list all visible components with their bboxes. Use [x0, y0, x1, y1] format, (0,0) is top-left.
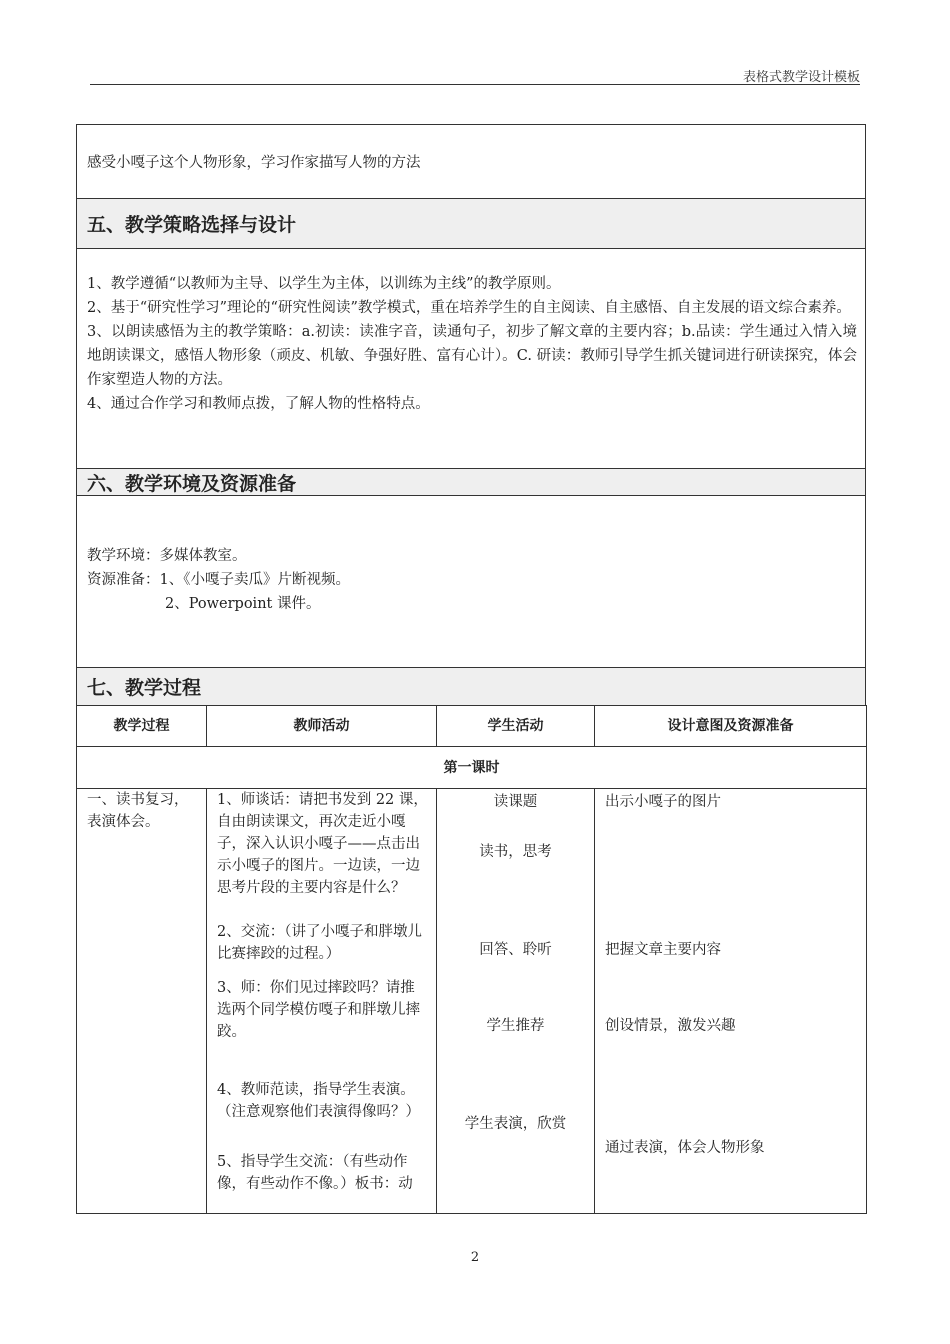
student-activity-4: 学生推荐: [486, 1018, 545, 1034]
intent-4: 通过表演，体会人物形象: [605, 1140, 765, 1156]
teacher-step-1: 1、师谈话：请把书发到 22 课，自由朗读课文，再次走近小嘎子，深入认识小嘎子——点击出示小嘎子的图片。一边读，一边思考片段的主要内容是什么？: [217, 792, 428, 896]
teacher-step-3: 3、师：你们见过摔跤吗？请推选两个同学模仿嘎子和胖墩儿摔跤。: [217, 980, 420, 1040]
teacher-step-4: 4、教师范读，指导学生表演。（注意观察他们表演得像吗？）: [217, 1082, 420, 1120]
intent-3: 创设情景，激发兴趣: [605, 1018, 736, 1034]
strategy-line-1: 1、教学遵循“以教师为主导、以学生为主体，以训练为主线”的教学原则。: [87, 276, 561, 292]
session-row: [77, 747, 867, 789]
student-activity-1: 读课题: [493, 794, 538, 810]
student-activity-3: 回答、聆听: [479, 942, 552, 958]
student-activity-2: 读书，思考: [479, 844, 552, 860]
strategy-line-4: 4、通过合作学习和教师点拨，了解人物的性格特点。: [87, 396, 430, 412]
strategy-content: [76, 248, 866, 469]
header-title: 表格式教学设计模板: [742, 70, 860, 85]
section6-heading: 六、教学环境及资源准备: [76, 468, 866, 496]
table-row: [77, 789, 867, 1214]
section5-heading: 五、教学策略选择与设计: [76, 198, 866, 249]
column-header-stage: 教学过程: [77, 706, 207, 747]
resource-line-2: 2、Powerpoint 课件。: [165, 596, 321, 612]
strategy-line-3: 3、以朗读感悟为主的教学策略：a.初读：读准字音，读通句子，初步了解文章的主要内容；b.品读：学生通过入情入境地朗读课文，感悟人物形象（顽皮、机敏、争强好胜、富有心计）。C. 研读：教师引导学生抓关键词进行研读探究，体会作家塑造人物的方法。: [87, 324, 857, 388]
column-header-student: 学生活动: [437, 706, 595, 747]
teacher-step-5: 5、指导学生交流：（有些动作像，有些动作不像。）板书：动: [217, 1154, 413, 1192]
strategy-line-2: 2、基于“研究性学习”理论的“研究性阅读”教学模式，重在培养学生的自主阅读、自主感悟、自主发展的语文综合素养。: [87, 300, 851, 316]
column-header-teacher: 教师活动: [207, 706, 437, 747]
environment-content: [76, 495, 866, 668]
intent-2: 把握文章主要内容: [605, 942, 721, 958]
page-number: 2: [470, 1250, 480, 1265]
objective-text: 感受小嘎子这个人物形象，学习作家描写人物的方法: [76, 124, 866, 199]
session-label: 第一课时: [77, 747, 867, 789]
teacher-step-2: 2、交流：（讲了小嘎子和胖墩儿比赛摔跤的过程。）: [217, 924, 422, 962]
student-activity-5: 学生表演，欣赏: [464, 1116, 567, 1132]
intent-1: 出示小嘎子的图片: [605, 794, 721, 810]
section7-heading: 七、教学过程: [76, 667, 866, 706]
environment-line: 教学环境：多媒体教室。: [87, 548, 247, 564]
process-header-row: [77, 706, 867, 747]
stage-cell: 一、读书复习，表演体会。: [87, 792, 189, 830]
process-table: [76, 705, 867, 1214]
column-header-intent: 设计意图及资源准备: [595, 706, 867, 747]
resource-line-1: 资源准备：1、《小嘎子卖瓜》片断视频。: [87, 572, 350, 588]
header-rule: [90, 84, 860, 85]
